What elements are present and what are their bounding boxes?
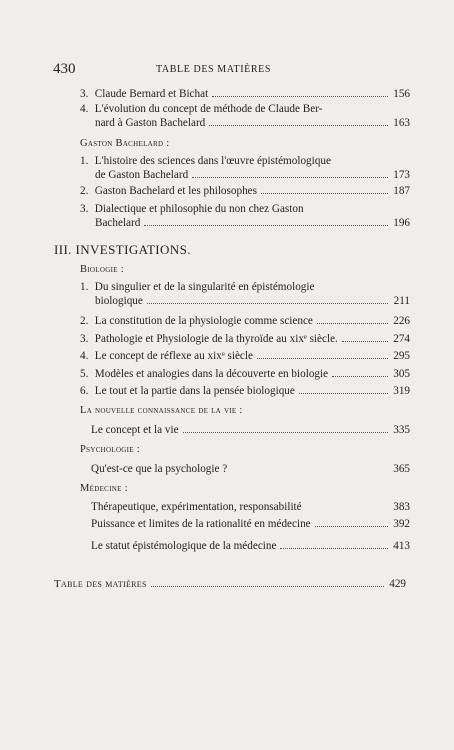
entry-title: Le concept et la vie xyxy=(91,424,179,436)
entry-page: 274 xyxy=(393,333,410,345)
entry-page: 163 xyxy=(393,117,410,129)
section-heading: Gaston Bachelard : xyxy=(80,138,170,149)
entry-title-cont: nard à Gaston Bachelard xyxy=(95,117,206,129)
entry-page: 211 xyxy=(393,295,410,307)
toc-entry xyxy=(80,102,410,130)
toc-entry xyxy=(91,423,410,437)
entry-page: 429 xyxy=(389,578,406,590)
section-heading: La nouvelle connaissance de la vie : xyxy=(80,405,243,416)
toc-entry xyxy=(80,332,410,346)
entry-number: 1. xyxy=(80,155,89,167)
entry-page: 196 xyxy=(393,217,410,229)
toc-entry xyxy=(91,500,410,514)
entry-page: 187 xyxy=(393,185,410,197)
entry-page: 226 xyxy=(393,315,410,327)
toc-entry xyxy=(80,154,410,182)
entry-title: Le tout et la partie dans la pensée biologique xyxy=(94,385,295,397)
entry-page: 156 xyxy=(393,88,410,100)
entry-title: Le concept de réflexe au xixᵉ siècle xyxy=(94,350,253,362)
toc-entry xyxy=(80,349,410,363)
entry-page: 319 xyxy=(393,385,410,397)
toc-entry xyxy=(80,87,410,101)
part-heading: III. INVESTIGATIONS. xyxy=(54,242,191,257)
toc-entry xyxy=(80,314,410,328)
entry-page: 365 xyxy=(393,463,410,475)
entry-title: L'histoire des sciences dans l'œuvre épistémologique xyxy=(94,155,331,167)
entry-page: 383 xyxy=(393,501,410,513)
entry-title: Dialectique et philosophie du non chez Gaston xyxy=(94,203,304,215)
entry-number: 4. xyxy=(80,350,89,362)
entry-page: 305 xyxy=(393,368,410,380)
entry-title: Qu'est-ce que la psychologie ? xyxy=(91,463,228,475)
entry-number: 3. xyxy=(80,203,89,215)
entry-page: 173 xyxy=(393,169,410,181)
entry-title: L'évolution du concept de méthode de Claude Ber- xyxy=(94,103,323,115)
entry-title-cont: de Gaston Bachelard xyxy=(95,169,189,181)
toc-entry xyxy=(91,539,410,553)
section-heading: Biologie : xyxy=(80,264,124,275)
entry-page: 392 xyxy=(393,518,410,530)
entry-title: Claude Bernard et Bichat xyxy=(94,88,209,100)
entry-page: 295 xyxy=(393,350,410,362)
toc-entry xyxy=(80,367,410,381)
entry-title-cont: Bachelard xyxy=(95,217,141,229)
page-number: 430 xyxy=(53,61,76,77)
entry-title: Le statut épistémologique de la médecine xyxy=(91,540,277,552)
section-heading: Psychologie : xyxy=(80,444,141,455)
toc-entry xyxy=(54,577,406,591)
entry-number: 1. xyxy=(80,281,89,293)
toc-entry xyxy=(80,184,410,198)
entry-title: Thérapeutique, expérimentation, responsabilité xyxy=(91,501,302,513)
entry-title: Pathologie et Physiologie de la thyroïde au xixᵉ siècle. xyxy=(94,333,338,345)
entry-title: Du singulier et de la singularité en épistémologie xyxy=(94,281,315,293)
entry-number: 5. xyxy=(80,368,89,380)
toc-entry xyxy=(80,280,410,308)
entry-title: Modèles et analogies dans la découverte en biologie xyxy=(94,368,329,380)
entry-number: 6. xyxy=(80,385,89,397)
toc-entry xyxy=(80,384,410,398)
entry-title: La constitution de la physiologie comme science xyxy=(94,315,313,327)
toc-entry xyxy=(91,517,410,531)
entry-number: 2. xyxy=(80,185,89,197)
entry-title: Gaston Bachelard et les philosophes xyxy=(94,185,257,197)
entry-number: 3. xyxy=(80,333,89,345)
page-header xyxy=(53,61,414,79)
entry-page: 335 xyxy=(393,424,410,436)
toc-entry xyxy=(91,462,410,476)
entry-title-cont: biologique xyxy=(95,295,143,307)
entry-number: 2. xyxy=(80,315,89,327)
entry-number: 4. xyxy=(80,103,89,115)
entry-title: Table des matières xyxy=(54,578,147,590)
entry-page: 413 xyxy=(393,540,410,552)
running-title: TABLE DES MATIÈRES xyxy=(156,64,271,75)
entry-number: 3. xyxy=(80,88,89,100)
toc-entry xyxy=(80,202,410,230)
entry-title: Puissance et limites de la rationalité en médecine xyxy=(91,518,311,530)
section-heading: Médecine : xyxy=(80,483,128,494)
